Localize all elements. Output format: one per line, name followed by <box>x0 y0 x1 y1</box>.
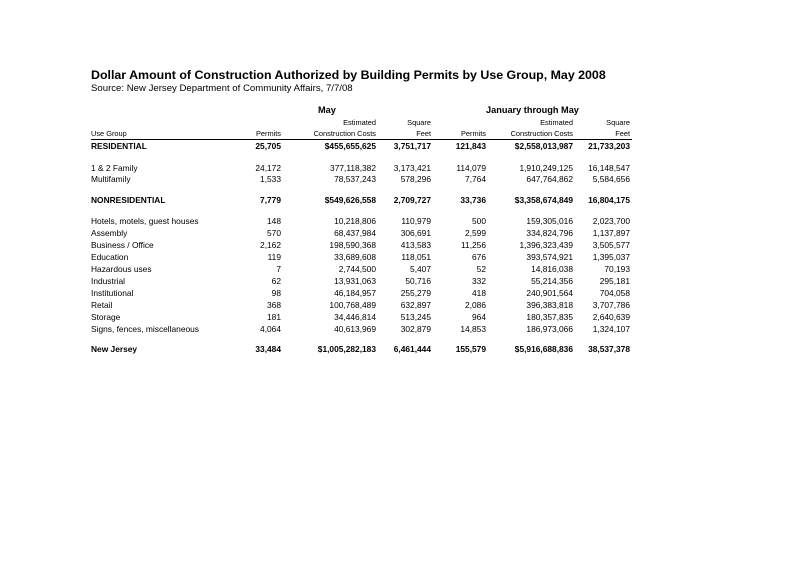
header-construction-costs-may: Construction Costs <box>313 129 376 138</box>
cell-may-costs: 100,768,489 <box>329 300 376 310</box>
cell-may-permits: 25,705 <box>255 141 281 151</box>
cell-may-sqft: 110,979 <box>401 216 431 226</box>
cell-ytd-sqft: 704,058 <box>599 288 630 298</box>
cell-may-permits: 119 <box>267 252 281 262</box>
cell-ytd-sqft: 16,804,175 <box>588 195 630 205</box>
cell-ytd-costs: 240,901,564 <box>526 288 573 298</box>
cell-may-permits: 2,162 <box>260 240 281 250</box>
cell-may-permits: 62 <box>271 276 281 286</box>
cell-may-permits: 98 <box>271 288 281 298</box>
cell-ytd-sqft: 21,733,203 <box>588 141 630 151</box>
header-square-ytd: Square <box>606 118 630 127</box>
row-label: Retail <box>91 300 113 310</box>
group-header-may: May <box>318 105 336 115</box>
header-construction-costs-ytd: Construction Costs <box>510 129 573 138</box>
header-estimated-may: Estimated <box>343 118 376 127</box>
header-use-group: Use Group <box>91 129 127 138</box>
cell-ytd-costs: 396,383,818 <box>526 300 573 310</box>
cell-ytd-permits: 52 <box>476 264 486 274</box>
table-row <box>0 312 800 323</box>
cell-ytd-costs: $2,558,013,987 <box>514 141 573 151</box>
cell-may-permits: 1,533 <box>260 174 281 184</box>
cell-ytd-sqft: 1,137,897 <box>592 228 630 238</box>
cell-may-costs: 13,931,063 <box>334 276 376 286</box>
cell-ytd-permits: 2,599 <box>465 228 486 238</box>
cell-may-costs: 46,184,957 <box>334 288 376 298</box>
cell-may-costs: 10,218,806 <box>334 216 376 226</box>
cell-may-permits: 181 <box>267 312 281 322</box>
header-feet-may: Feet <box>416 129 431 138</box>
cell-may-costs: 2,744,500 <box>338 264 376 274</box>
cell-may-sqft: 3,173,421 <box>393 163 431 173</box>
table-row <box>0 252 800 263</box>
row-label: New Jersey <box>91 344 138 354</box>
row-label: Assembly <box>91 228 128 238</box>
cell-ytd-sqft: 70,193 <box>604 264 630 274</box>
row-label: Storage <box>91 312 121 322</box>
cell-ytd-costs: $3,358,674,849 <box>514 195 573 205</box>
row-label: Institutional <box>91 288 134 298</box>
cell-ytd-sqft: 16,148,547 <box>588 163 630 173</box>
row-label: 1 & 2 Family <box>91 163 138 173</box>
cell-ytd-permits: 7,764 <box>465 174 486 184</box>
table-row <box>0 216 800 227</box>
cell-ytd-sqft: 3,505,577 <box>592 240 630 250</box>
cell-ytd-permits: 114,079 <box>456 163 486 173</box>
cell-may-costs: 68,437,984 <box>334 228 376 238</box>
table-row <box>0 288 800 299</box>
table-row <box>0 141 800 152</box>
cell-ytd-permits: 33,736 <box>460 195 486 205</box>
row-label: Signs, fences, miscellaneous <box>91 324 199 334</box>
cell-ytd-sqft: 2,023,700 <box>592 216 630 226</box>
cell-ytd-permits: 332 <box>472 276 486 286</box>
cell-ytd-sqft: 3,707,786 <box>592 300 630 310</box>
table-row <box>0 240 800 251</box>
row-label: NONRESIDENTIAL <box>91 195 166 205</box>
row-label: Hotels, motels, guest houses <box>91 216 199 226</box>
cell-may-sqft: 3,751,717 <box>393 141 431 151</box>
cell-ytd-permits: 155,579 <box>455 344 486 354</box>
document-title: Dollar Amount of Construction Authorized by Building Permits by Use Group, May 2008 <box>91 68 606 82</box>
row-label: Hazardous uses <box>91 264 152 274</box>
cell-ytd-costs: 334,824,796 <box>526 228 573 238</box>
cell-may-sqft: 50,716 <box>405 276 431 286</box>
source-note: Source: New Jersey Department of Community Affairs, 7/7/08 <box>91 83 353 94</box>
cell-ytd-costs: 186,973,066 <box>526 324 573 334</box>
cell-ytd-costs: 393,574,921 <box>526 252 573 262</box>
cell-may-sqft: 2,709,727 <box>393 195 431 205</box>
cell-may-permits: 4,064 <box>260 324 281 334</box>
cell-ytd-sqft: 5,584,656 <box>592 174 630 184</box>
cell-ytd-sqft: 1,324,107 <box>592 324 630 334</box>
cell-may-sqft: 513,245 <box>400 312 431 322</box>
table-row <box>0 324 800 335</box>
cell-ytd-permits: 676 <box>472 252 486 262</box>
cell-ytd-sqft: 2,640,639 <box>592 312 630 322</box>
cell-ytd-permits: 121,843 <box>455 141 486 151</box>
cell-may-sqft: 302,879 <box>400 324 431 334</box>
row-label: Multifamily <box>91 174 131 184</box>
cell-may-costs: 40,613,969 <box>334 324 376 334</box>
cell-may-costs: $1,005,282,183 <box>317 344 376 354</box>
cell-may-sqft: 578,296 <box>400 174 431 184</box>
row-label: Education <box>91 252 129 262</box>
cell-ytd-costs: 180,357,835 <box>526 312 573 322</box>
cell-ytd-permits: 418 <box>472 288 486 298</box>
cell-may-sqft: 632,897 <box>400 300 431 310</box>
cell-ytd-costs: 159,305,016 <box>526 216 573 226</box>
cell-may-sqft: 5,407 <box>410 264 431 274</box>
header-estimated-ytd: Estimated <box>540 118 573 127</box>
cell-ytd-sqft: 295,181 <box>599 276 630 286</box>
cell-may-costs: 78,537,243 <box>334 174 376 184</box>
row-label: Business / Office <box>91 240 154 250</box>
cell-may-sqft: 255,279 <box>400 288 431 298</box>
cell-may-sqft: 6,461,444 <box>393 344 431 354</box>
cell-may-sqft: 118,051 <box>401 252 431 262</box>
cell-ytd-permits: 14,853 <box>460 324 486 334</box>
cell-may-sqft: 306,691 <box>400 228 431 238</box>
cell-may-permits: 7 <box>276 264 281 274</box>
table-row <box>0 195 800 206</box>
header-permits-may: Permits <box>255 129 281 138</box>
table-row <box>0 174 800 185</box>
cell-ytd-permits: 500 <box>472 216 486 226</box>
row-label: RESIDENTIAL <box>91 141 147 151</box>
cell-may-costs: 377,118,382 <box>330 163 376 173</box>
group-header-ytd: January through May <box>486 105 579 115</box>
cell-ytd-permits: 11,256 <box>461 240 486 250</box>
cell-may-costs: 33,689,608 <box>334 252 376 262</box>
cell-ytd-permits: 2,086 <box>465 300 486 310</box>
table-row <box>0 264 800 275</box>
cell-may-permits: 24,172 <box>255 163 281 173</box>
cell-may-costs: $549,626,558 <box>324 195 376 205</box>
table-row <box>0 276 800 287</box>
cell-may-sqft: 413,583 <box>400 240 431 250</box>
table-row <box>0 228 800 239</box>
cell-may-costs: 34,446,814 <box>334 312 376 322</box>
row-label: Industrial <box>91 276 125 286</box>
cell-ytd-sqft: 38,537,378 <box>588 344 630 354</box>
cell-ytd-costs: 1,396,323,439 <box>519 240 573 250</box>
header-rule <box>91 139 632 140</box>
cell-may-permits: 148 <box>267 216 281 226</box>
cell-may-permits: 33,484 <box>255 344 281 354</box>
cell-ytd-permits: 964 <box>472 312 486 322</box>
cell-may-costs: 198,590,368 <box>329 240 376 250</box>
header-permits-ytd: Permits <box>460 129 486 138</box>
header-square-may: Square <box>407 118 431 127</box>
table-row <box>0 163 800 174</box>
table-row <box>0 344 800 355</box>
cell-ytd-costs: 1,910,249,125 <box>519 163 573 173</box>
table-row <box>0 300 800 311</box>
cell-may-permits: 7,779 <box>260 195 281 205</box>
cell-ytd-costs: 55,214,356 <box>531 276 573 286</box>
cell-ytd-costs: 14,816,038 <box>531 264 573 274</box>
cell-may-permits: 570 <box>267 228 281 238</box>
cell-ytd-costs: $5,916,688,836 <box>514 344 573 354</box>
cell-ytd-sqft: 1,395,037 <box>592 252 630 262</box>
cell-may-permits: 368 <box>267 300 281 310</box>
header-feet-ytd: Feet <box>615 129 630 138</box>
cell-ytd-costs: 647,764,862 <box>526 174 573 184</box>
cell-may-costs: $455,655,625 <box>324 141 376 151</box>
